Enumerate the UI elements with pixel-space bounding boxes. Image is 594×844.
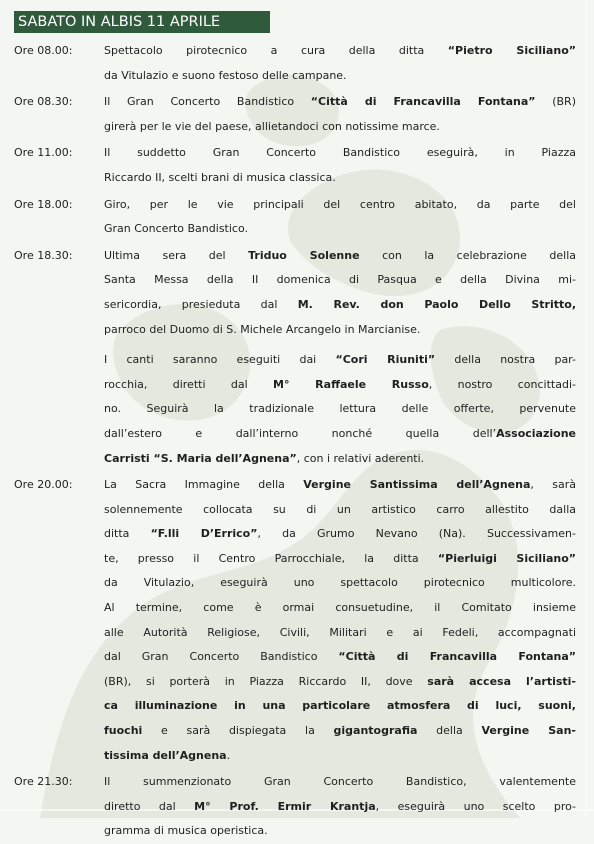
bold-text: “Città di Francavilla Fontana” [338, 650, 576, 664]
text-segment: Il suddetto Gran Concerto Bandistico eseguirà, in Piazza [104, 146, 576, 160]
text-segment: della [417, 724, 482, 738]
text-segment: Il summenzionato Gran Concerto Bandistico, valentemente [104, 775, 576, 789]
entry-description [104, 473, 576, 768]
entry-time: Ore 18.00: [14, 197, 73, 211]
text-line [104, 596, 576, 621]
schedule-entry [0, 90, 594, 139]
text-segment: diretto dal [104, 799, 195, 813]
bold-text: M° Raffaele Russo [273, 377, 429, 391]
text-segment: dall’estero e dall’interno nonché quella dell’ [104, 426, 497, 440]
text-line [104, 770, 576, 795]
text-segment: Ultima sera del [104, 248, 249, 262]
text-line [104, 447, 576, 472]
text-line [104, 719, 576, 744]
text-line [104, 819, 576, 844]
text-line [104, 571, 576, 596]
text-segment: , con i relativi aderenti. [296, 451, 425, 465]
text-segment: della nostra par- [435, 353, 576, 367]
bold-text: fuochi [104, 724, 143, 738]
bold-text: “Cori Riuniti” [335, 353, 436, 367]
entry-time: Ore 11.00: [14, 146, 73, 160]
page-title: SABATO IN ALBIS 11 APRILE [18, 14, 221, 30]
text-segment: da Vitulazio, eseguirà uno spettacolo pirotecnico multicolore. [104, 576, 576, 590]
text-segment: (BR), si porterà in Piazza Riccardo II, dove [104, 674, 428, 688]
text-line [104, 39, 576, 64]
text-segment: girerà per le vie del paese, allietandoci con notissime marce. [104, 119, 440, 133]
text-segment: , sarà [530, 478, 576, 492]
schedule-entry [0, 39, 594, 88]
text-segment: ditta [104, 527, 151, 541]
text-segment: Santa Messa della II domenica di Pasqua e della Divina mi- [104, 273, 576, 287]
entry-time: Ore 21.30: [14, 775, 73, 789]
text-line [104, 397, 576, 422]
text-segment: e sarà dispiegata la [142, 724, 334, 738]
text-line [104, 422, 576, 447]
entry-description [104, 770, 576, 844]
text-segment: La Sacra Immagine della [104, 478, 304, 492]
text-segment: te, presso il Centro Parrocchiale, la ditta [104, 551, 438, 565]
entry-time: Ore 20.00: [14, 478, 73, 492]
entry-time: Ore 08.00: [14, 44, 73, 57]
bold-text: “Città di Francavilla Fontana” [310, 95, 536, 109]
text-line [104, 244, 576, 269]
text-segment: . [226, 748, 231, 762]
text-segment: Al termine, come è ormai consuetudine, il Comitato insieme [104, 601, 576, 615]
text-segment: Spettacolo pirotecnico a cura della ditta [104, 44, 448, 57]
entry-time: Ore 18.30: [14, 248, 73, 262]
text-line [104, 166, 576, 191]
text-segment: no. Seguirà la tradizionale lettura delle offerte, pervenute [104, 402, 576, 416]
text-line [104, 348, 576, 373]
text-line [104, 744, 576, 769]
bold-text: Triduo Solenne [248, 248, 360, 262]
schedule-entry [0, 141, 594, 190]
schedule-entry [0, 770, 594, 844]
bold-text: “Pierluigi Siciliano” [437, 551, 577, 565]
text-line [104, 193, 576, 218]
entry-description [104, 90, 576, 139]
text-segment: Riccardo II, scelti brani di musica classica. [104, 170, 336, 184]
text-line [104, 115, 576, 140]
text-line [104, 621, 576, 646]
schedule-entry [0, 244, 594, 471]
text-line [104, 217, 576, 242]
text-segment: Giro, per le vie principali del centro abitato, da parte del [104, 197, 576, 211]
text-line [104, 795, 576, 820]
text-segment: parroco del Duomo di S. Michele Arcangelo in Marcianise. [104, 322, 421, 336]
text-line [104, 141, 576, 166]
text-line [104, 268, 576, 293]
bold-text: M. Rev. don Paolo Dello Stritto, [297, 297, 577, 311]
text-line [104, 373, 576, 398]
text-segment: solennemente collocata su di un artistico carro allestito dalla [104, 502, 576, 516]
text-segment: (BR) [535, 95, 576, 109]
text-line [104, 293, 576, 318]
text-line [104, 522, 576, 547]
entry-description [104, 244, 576, 471]
text-line [104, 694, 576, 719]
bold-text: M° Prof. Ermir Krantja [194, 799, 376, 813]
entry-description [104, 193, 576, 242]
bold-text: gigantografia [333, 724, 418, 738]
bold-text: sarà accesa l’artisti- [427, 674, 577, 688]
bold-text: “F.lli D’Errico” [150, 527, 258, 541]
text-line [104, 318, 576, 343]
bold-text: ca illuminazione in una particolare atmosfera di luci, suoni, [104, 699, 576, 713]
text-line [104, 547, 576, 572]
entry-description [104, 141, 576, 190]
text-line [104, 670, 576, 695]
text-segment: Il Gran Concerto Bandistico [104, 95, 311, 109]
bold-text: “Pietro Siciliano” [447, 44, 576, 57]
schedule-list [0, 39, 594, 844]
text-segment: I canti saranno eseguiti dai [104, 353, 336, 367]
schedule-entry [0, 473, 594, 768]
text-segment: gramma di musica operistica. [104, 824, 268, 838]
text-line [104, 473, 576, 498]
text-line [104, 64, 576, 89]
bold-text: tissima dell’Agnena [104, 748, 227, 762]
text-segment: sericordia, presieduta dal [104, 297, 298, 311]
text-segment: da Vitulazio e suono festoso delle campane. [104, 68, 347, 82]
text-segment: con la celebrazione della [359, 248, 576, 262]
text-line [104, 498, 576, 523]
text-segment: alle Autorità Religiose, Civili, Militari e ai Fedeli, accompagnati [104, 625, 576, 639]
text-segment: , nostro concittadi- [428, 377, 576, 391]
text-segment: , eseguirà uno scelto pro- [375, 799, 577, 813]
entry-time: Ore 08.30: [14, 95, 73, 109]
bold-text: Carristi “S. Maria dell’Agnena” [104, 451, 297, 465]
schedule-entry [0, 193, 594, 242]
bold-text: Vergine Santissima dell’Agnena [303, 478, 531, 492]
text-line [104, 90, 576, 115]
text-segment: , da Grumo Nevano (Na). Successivamen- [257, 527, 576, 541]
bold-text: Vergine San- [481, 724, 576, 738]
text-line [104, 645, 576, 670]
text-segment: dal Gran Concerto Bandistico [104, 650, 339, 664]
text-segment: Gran Concerto Bandistico. [104, 222, 248, 236]
text-segment: rocchia, diretti dal [104, 377, 274, 391]
bold-text: Associazione [496, 426, 576, 440]
entry-description [104, 39, 576, 88]
